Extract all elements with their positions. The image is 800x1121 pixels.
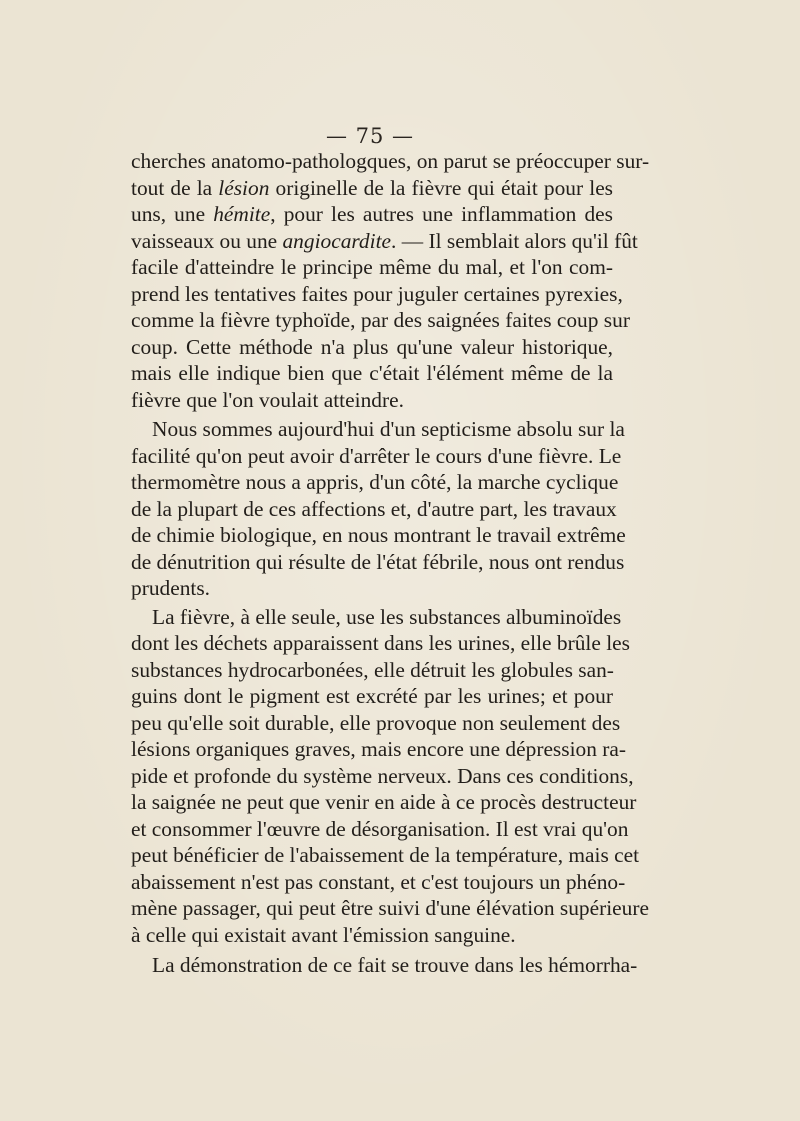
text-line: [131, 443, 622, 470]
text-segment: originelle de la fièvre qui était pour les: [269, 175, 614, 200]
italic-term: hémite: [213, 202, 271, 226]
text-line: [131, 575, 613, 602]
text-segment: abaissement n'est pas constant, et c'est toujours un phéno-: [131, 869, 626, 894]
text-segment: uns, une: [131, 202, 214, 226]
text-segment: peu qu'elle soit durable, elle provoque non seulement des: [131, 710, 621, 735]
text-line: [131, 360, 613, 387]
text-segment: de dénutrition qui résulte de l'état fébrile, nous ont rendus: [131, 549, 625, 574]
text-line: [131, 148, 650, 175]
text-segment: mais elle indique bien que c'était l'élément même de la: [131, 361, 613, 385]
text-segment: La démonstration de ce fait se trouve dans les hémorrha-: [152, 953, 638, 977]
text-line: [131, 469, 619, 496]
text-line: [131, 175, 613, 202]
text-line: [131, 416, 625, 443]
text-segment: de chimie biologique, en nous montrant le travail extrême: [131, 523, 626, 547]
text-segment: cherches anatomo-pathologques, on parut se préoccuper sur-: [131, 149, 650, 173]
text-line: [131, 630, 630, 657]
text-segment: thermomètre nous a appris, d'un côté, la marche cyclique: [131, 470, 619, 494]
text-segment: substances hydrocarbonées, elle détruit les globules san-: [131, 657, 614, 682]
text-segment: comme la fièvre typhoïde, par des saignées faites coup sur: [131, 308, 630, 332]
text-line: [131, 496, 617, 523]
text-segment: mène passager, qui peut être suivi d'une élévation supérieure: [131, 896, 649, 920]
text-segment: vaisseaux ou une: [131, 228, 283, 253]
text-line: [131, 683, 613, 710]
text-line: [131, 307, 630, 334]
text-line: [131, 736, 627, 763]
text-segment: La fièvre, à elle seule, use les substances albuminoïdes: [152, 604, 622, 629]
text-line: [131, 387, 613, 414]
page-number: — 75 —: [325, 124, 415, 148]
text-line: [131, 228, 638, 255]
text-line: [131, 816, 629, 843]
text-line: [131, 201, 613, 228]
text-segment: coup. Cette méthode n'a plus qu'une valeur historique,: [131, 334, 613, 359]
text-segment: de la plupart de ces affections et, d'autre part, les travaux: [131, 496, 617, 521]
text-line: [131, 254, 613, 281]
text-line: [131, 952, 638, 979]
text-segment: facilité qu'on peut avoir d'arrêter le cours d'une fièvre. Le: [131, 443, 622, 468]
text-segment: facile d'atteindre le principe même du mal, et l'on com-: [131, 255, 613, 279]
text-line: [131, 869, 626, 896]
text-segment: prend les tentatives faites pour juguler certaines pyrexies,: [131, 281, 623, 306]
text-segment: tout de la: [131, 175, 219, 200]
text-segment: guins dont le pigment est excrété par les urines; et pour: [131, 684, 613, 708]
italic-term: lésion: [218, 175, 270, 200]
text-line: [131, 842, 640, 869]
text-line: [131, 334, 613, 361]
text-line: [131, 522, 626, 549]
text-line: [131, 922, 613, 949]
text-line: [131, 789, 637, 816]
text-line: [131, 895, 649, 922]
text-segment: et consommer l'œuvre de désorganisation. Il est vrai qu'on: [131, 816, 629, 841]
text-line: [131, 281, 623, 308]
text-segment: Nous sommes aujourd'hui d'un septicisme absolu sur la: [152, 417, 625, 441]
text-segment: , pour les autres une inflammation des: [270, 202, 613, 226]
text-segment: fièvre que l'on voulait atteindre.: [131, 387, 404, 412]
text-segment: pide et profonde du système nerveux. Dans ces conditions,: [131, 763, 634, 788]
text-line: [131, 657, 613, 684]
text-line: [131, 604, 622, 631]
text-segment: prudents.: [131, 576, 211, 600]
text-segment: à celle qui existait avant l'émission sanguine.: [131, 922, 516, 947]
text-segment: dont les déchets apparaissent dans les urines, elle brûle les: [131, 631, 630, 655]
text-line: [131, 549, 625, 576]
text-segment: la saignée ne peut que venir en aide à ce procès destructeur: [131, 790, 637, 814]
italic-term: angiocardite: [282, 228, 392, 253]
body-text: [131, 148, 650, 979]
text-segment: . — Il semblait alors qu'il fût: [391, 228, 638, 253]
text-line: [131, 710, 621, 737]
text-segment: peut bénéficier de l'abaissement de la température, mais cet: [131, 843, 640, 867]
text-segment: lésions organiques graves, mais encore une dépression ra-: [131, 737, 627, 761]
text-line: [131, 763, 634, 790]
